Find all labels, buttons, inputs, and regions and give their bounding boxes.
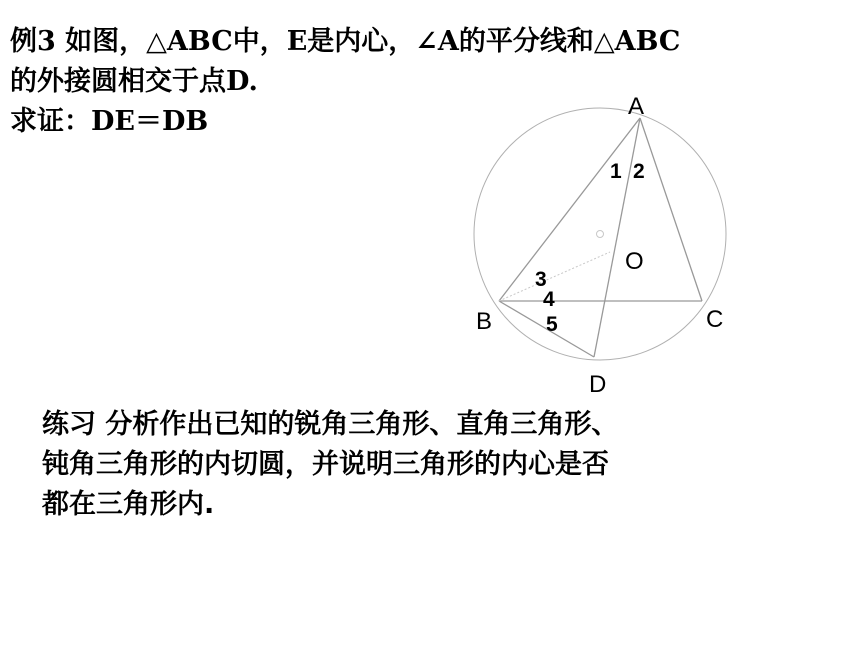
label-o: O bbox=[625, 248, 644, 275]
label-a: A bbox=[628, 93, 645, 120]
label-b: B bbox=[476, 308, 493, 335]
angle-mark-4: 4 bbox=[543, 288, 555, 311]
angle-mark-2: 2 bbox=[633, 160, 645, 183]
example-line-1: 例3 如图，△ABC中，E是内心，∠A的平分线和△ABC bbox=[10, 26, 681, 57]
center-point bbox=[597, 231, 604, 238]
example-line-2: 的外接圆相交于点D. bbox=[10, 66, 258, 97]
example-line-3: 求证：DE＝DB bbox=[10, 106, 209, 137]
exercise-line-2: 钝角三角形的内切圆，并说明三角形的内心是否 bbox=[42, 449, 609, 480]
side-ab bbox=[499, 118, 640, 301]
angle-mark-1: 1 bbox=[610, 160, 622, 183]
exercise-problem bbox=[42, 405, 832, 525]
angle-mark-5: 5 bbox=[546, 313, 558, 336]
side-ac bbox=[640, 118, 702, 301]
exercise-line-1: 练习 分析作出已知的锐角三角形、直角三角形、 bbox=[42, 409, 619, 440]
label-c: C bbox=[706, 306, 724, 333]
exercise-line-3: 都在三角形内. bbox=[42, 489, 215, 520]
label-d: D bbox=[589, 371, 607, 398]
circumcircle bbox=[474, 108, 726, 360]
angle-mark-3: 3 bbox=[535, 268, 547, 291]
